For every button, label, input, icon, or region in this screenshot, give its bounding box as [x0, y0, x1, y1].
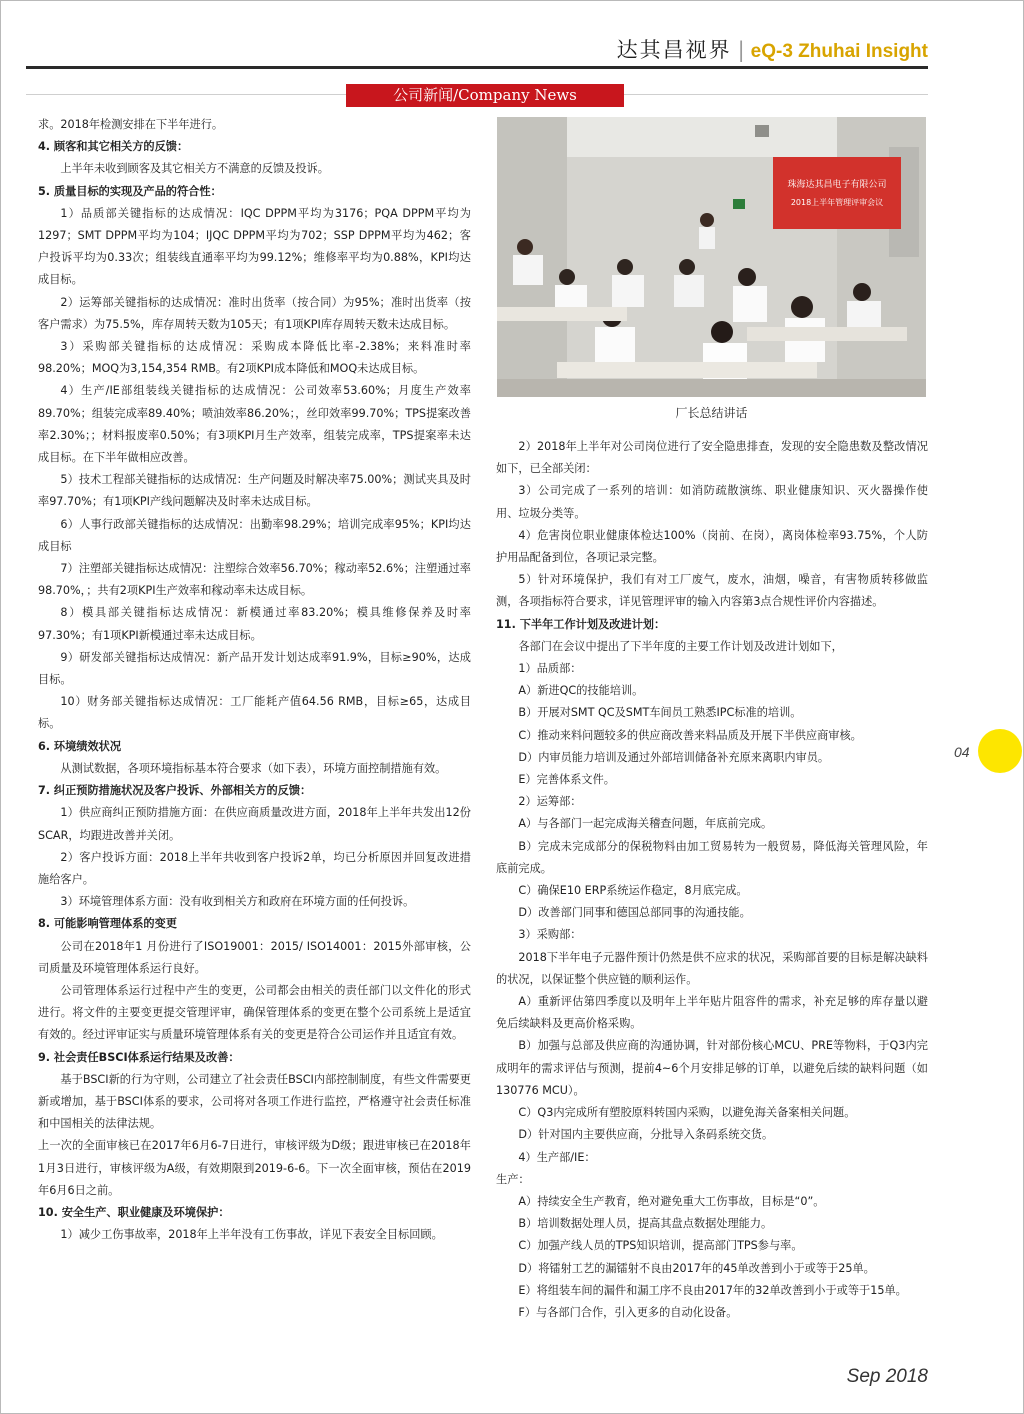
- left-column-text: [38, 114, 471, 1246]
- paragraph: 8）模具部关键指标达成情况：新模通过率83.20%；模具维修保养及时率97.30%；有1项KPI新模通过率未达成目标。: [38, 606, 471, 642]
- paragraph: 2）运筹部关键指标的达成情况：准时出货率（按合同）为95%；准时出货率（按客户需求）为75.5%，库存周转天数为105天；有1项KPI库存周转天数未达成目标。: [38, 295, 471, 331]
- paragraph: B）开展对SMT QC及SMT车间员工熟悉IPC标准的培训。: [518, 706, 802, 720]
- paragraph: 基于BSCI新的行为守则，公司建立了社会责任BSCI内部控制制度，有些文件需要更新或增加，基于BSCI体系的要求，公司将对各项工作进行监控，严格遵守社会责任标准和中国相关的法律法规。: [38, 1072, 471, 1131]
- paragraph: A）新进QC的技能培训。: [518, 684, 644, 698]
- section-title: 公司新闻/Company News: [346, 84, 624, 107]
- photo-caption: 厂长总结讲话: [675, 406, 748, 420]
- paragraph: 5）技术工程部关键指标的达成情况：生产问题及时解决率75.00%；测试夹具及时率97.70%；有1项KPI产线问题解决及时率未达成目标。: [38, 473, 471, 509]
- paragraph: A）持续安全生产教育，绝对避免重大工伤事故，目标是“0”。: [518, 1194, 825, 1208]
- magazine-brand: [617, 34, 928, 64]
- header-rule: [26, 66, 928, 69]
- issue-date: Sep 2018: [846, 1366, 928, 1387]
- section-heading: 9. 社会责任BSCI体系运行结果及改善：: [38, 1050, 240, 1064]
- page-marker-dot: [978, 729, 1022, 773]
- paragraph: E）将组装车间的漏件和漏工序不良由2017年的32单改善到小于或等于15单。: [518, 1283, 907, 1297]
- brand-english: eQ-3 Zhuhai Insight: [750, 41, 928, 62]
- meeting-photo: [497, 117, 926, 397]
- screen-line-2: 2018上半年管理评审会议: [790, 198, 884, 207]
- paragraph: D）内审员能力培训及通过外部培训储备补充原来离职内审员。: [518, 750, 830, 764]
- paragraph: 上一次的全面审核已在2017年6月6-7日进行，审核评级为D级；跟进审核已在2018年1月3日进行，审核评级为A级，有效期限到2019-6-6。下一次全面审核，预估在2019年6月6日之前。: [38, 1139, 471, 1197]
- paragraph: 3）采购部关键指标的达成情况：采购成本降低比率-2.38%；来料准时率98.20%；MOQ为3,154,354 RMB。有2项KPI成本降低和MOQ未达成目标。: [38, 340, 471, 376]
- paragraph: C）推动来料问题较多的供应商改善来料品质及开展下半供应商审核。: [518, 728, 862, 742]
- paragraph: 9）研发部关键指标达成情况：新产品开发计划达成率91.9%，目标≥90%，达成目标。: [38, 650, 471, 687]
- section-heading: 5. 质量目标的实现及产品的符合性：: [38, 184, 222, 198]
- paragraph: 求。2018年检测安排在下半年进行。: [38, 118, 224, 131]
- paragraph: C）Q3内完成所有塑胶原料转国内采购，以避免海关备案相关问题。: [518, 1106, 856, 1120]
- paragraph: 1）减少工伤事故率，2018年上半年没有工伤事故，详见下表安全目标回顾。: [60, 1228, 443, 1242]
- paragraph: 3）公司完成了一系列的培训：如消防疏散演练、职业健康知识、灭火器操作使用、垃圾分类等。: [496, 484, 928, 520]
- paragraph: 2）客户投诉方面：2018上半年共收到客户投诉2单，均已分析原因并回复改进措施给客户。: [38, 850, 471, 886]
- section-heading: 4. 顾客和其它相关方的反馈：: [38, 140, 189, 154]
- brand-separator: |: [737, 38, 745, 62]
- paragraph: 10）财务部关键指标达成情况：工厂能耗产值64.56 RMB，目标≥65，达成目标。: [38, 695, 471, 731]
- paragraph: 1）品质部：: [518, 662, 582, 676]
- paragraph: 3）环境管理体系方面：没有收到相关方和政府在环境方面的任何投诉。: [60, 895, 415, 909]
- paragraph: A）重新评估第四季度以及明年上半年贴片阻容件的需求，补充足够的库存量以避免后续缺料及更高价格采购。: [496, 995, 928, 1031]
- paragraph: 各部门在会议中提出了下半年度的主要工作计划及改进计划如下，: [518, 639, 843, 653]
- paragraph: E）完善体系文件。: [518, 773, 615, 787]
- paragraph: 2）2018年上半年对公司岗位进行了安全隐患排查，发现的安全隐患数及整改情况如下，已全部关闭：: [496, 440, 928, 476]
- section-heading: 10. 安全生产、职业健康及环境保护：: [38, 1205, 230, 1219]
- paragraph: C）确保E10 ERP系统运作稳定，8月底完成。: [518, 884, 748, 898]
- paragraph: 1）供应商纠正预防措施方面：在供应商质量改进方面，2018年上半年共发出12份SCAR，均跟进改善并关闭。: [38, 806, 471, 842]
- paragraph: 1）品质部关键指标的达成情况：IQC DPPM平均为3176；PQA DPPM平均为1297；SMT DPPM平均为104；IJQC DPPM平均为702；SSP DPPM平均为462；客户投诉平均为0.33次；组装线直通率平均为99.12%；维修率平均为0.88%，KPI均达成目标。: [38, 206, 471, 287]
- brand-chinese: 达其昌视界: [616, 38, 732, 62]
- paragraph: D）将镭射工艺的漏镭射不良由2017年的45单改善到小于或等于25单。: [518, 1261, 875, 1275]
- paragraph: 2）运筹部：: [518, 795, 582, 809]
- paragraph: 2018下半年电子元器件预计仍然是供不应求的状况，采购部首要的目标是解决缺料的状况，以保证整个供应链的顺利运作。: [496, 950, 928, 986]
- paragraph: 4）生产/IE部组装线关键指标的达成情况：公司效率53.60%；月度生产效率89.70%；组装完成率89.40%；喷油效率86.20%；，丝印效率99.70%；TPS提案改善率2.30%；；材料报废率0.50%；有3项KPI月生产效率，组装完成率，TPS提案率未达成目标。在下半年做相应改善。: [38, 384, 471, 465]
- paragraph: 公司管理体系运行过程中产生的变更，公司都会由相关的责任部门以文件化的形式进行。将文件的主要变更提交管理评审，确保管理体系的变更在整个公司系统上是适宜有效的。经过评审证实与质量环境管理体系有关的变更是符合公司运作并且适宜有效。: [38, 983, 471, 1042]
- paragraph: B）培训数据处理人员，提高其盘点数据处理能力。: [518, 1217, 773, 1231]
- paragraph: 4）危害岗位职业健康体检达100%（岗前、在岗），离岗体检率93.75%，个人防护用品配备到位，各项记录完整。: [496, 528, 928, 565]
- paragraph: 生产：: [496, 1172, 530, 1186]
- paragraph: C）加强产线人员的TPS知识培训，提高部门TPS参与率。: [518, 1239, 803, 1253]
- paragraph: 6）人事行政部关键指标的达成情况：出勤率98.29%；培训完成率95%；KPI均达成目标: [38, 517, 471, 553]
- paragraph: 从测试数据，各项环境指标基本符合要求（如下表），环境方面控制措施有效。: [60, 761, 447, 775]
- paragraph: B）加强与总部及供应商的沟通协调，针对部份核心MCU、PRE等物料，于Q3内完成明年的需求评估与预测，提前4~6个月安排足够的订单，以避免后续的缺料问题（如130776 MCU）。: [496, 1039, 928, 1097]
- paragraph: D）改善部门同事和德国总部同事的沟通技能。: [518, 906, 751, 920]
- paragraph: A）与各部门一起完成海关稽查问题，年底前完成。: [518, 817, 773, 831]
- screen-line-1: 珠海达其昌电子有限公司: [787, 180, 887, 190]
- section-heading: 6. 环境绩效状况: [38, 739, 122, 753]
- section-heading: 8. 可能影响管理体系的变更: [38, 917, 177, 931]
- paragraph: 上半年未收到顾客及其它相关方不满意的反馈及投诉。: [60, 162, 329, 176]
- right-column-text: [496, 436, 928, 1324]
- paragraph: F）与各部门合作，引入更多的自动化设备。: [518, 1305, 738, 1319]
- section-heading: 7. 纠正预防措施状况及客户投诉、外部相关方的反馈：: [38, 784, 312, 798]
- paragraph: B）完成未完成部分的保税物料由加工贸易转为一般贸易，降低海关管理风险，年底前完成。: [496, 839, 928, 875]
- meeting-photo-illustration: [497, 117, 926, 397]
- paragraph: D）针对国内主要供应商，分批导入条码系统交货。: [518, 1128, 774, 1142]
- section-heading: 11. 下半年工作计划及改进计划：: [496, 617, 666, 631]
- paragraph: 4）生产部/IE：: [518, 1150, 596, 1164]
- paragraph: 7）注塑部关键指标达成情况：注塑综合效率56.70%；稼动率52.6%；注塑通过率98.70%，；共有2项KPI生产效率和稼动率未达成目标。: [38, 562, 471, 598]
- page-number: 04: [954, 744, 970, 760]
- paragraph: 公司在2018年1 月份进行了ISO19001：2015/ ISO14001：2015外部审核，公司质量及环境管理体系运行良好。: [38, 939, 471, 975]
- paragraph: 5）针对环境保护，我们有对工厂废气，废水，油烟，噪音，有害物质转移做监测，各项指标符合要求，详见管理评审的输入内容第3点合规性评价内容描述。: [496, 573, 928, 609]
- paragraph: 3）采购部：: [518, 928, 582, 942]
